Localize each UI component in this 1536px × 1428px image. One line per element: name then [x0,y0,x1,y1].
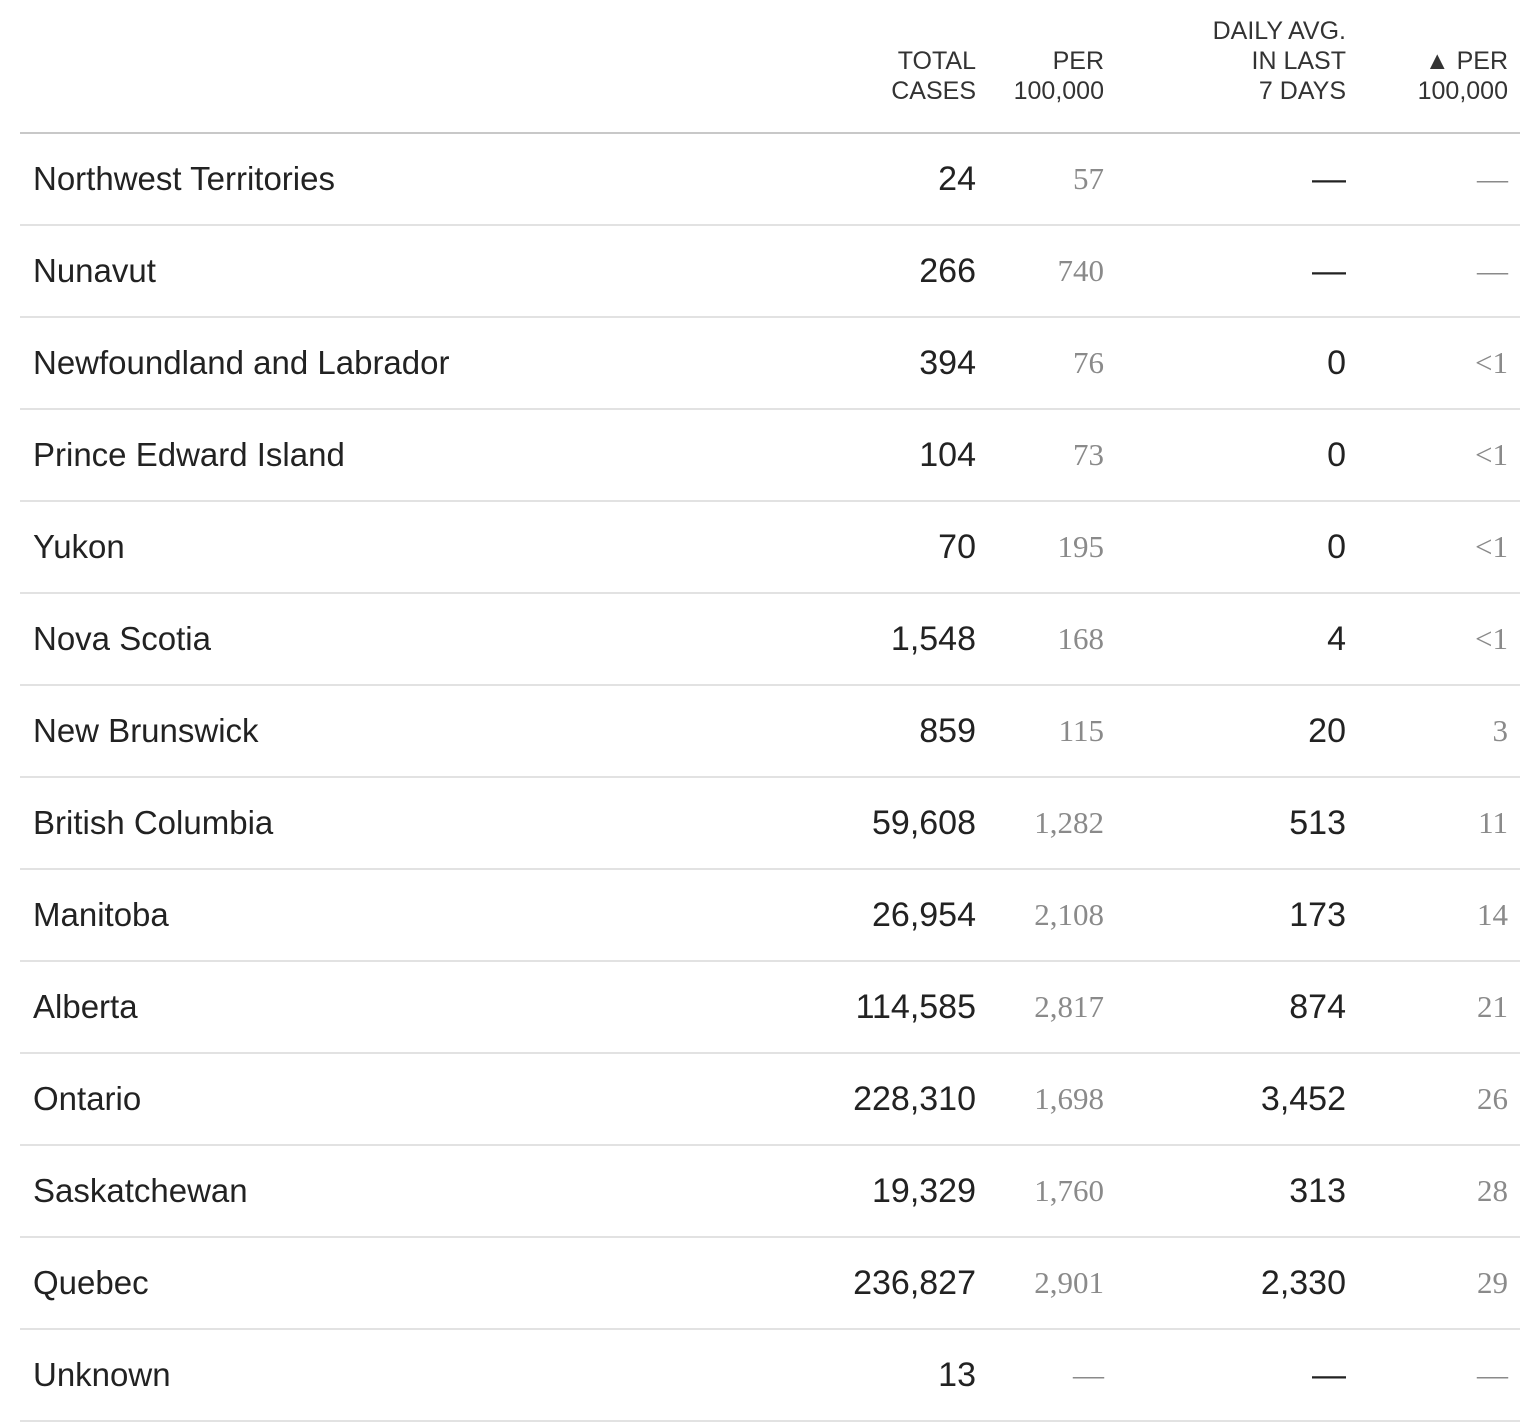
cell-per-100k: 168 [988,593,1116,685]
cell-per-100k: 73 [988,409,1116,501]
table-row [20,961,1520,1053]
table-row [20,777,1520,869]
table-row [20,1237,1520,1329]
cell-daily-per-100k: <1 [1358,409,1520,501]
cell-daily-per-100k: — [1358,225,1520,317]
header-daily-line-3: 7 DAYS [1258,77,1346,105]
table-row [20,317,1520,409]
cell-region-name: Prince Edward Island [20,409,778,501]
header-total-line-1: TOTAL [897,47,976,75]
table-row [20,1329,1520,1421]
cell-daily-avg: — [1116,133,1358,225]
cell-region-name: Unknown [20,1329,778,1421]
cell-daily-per-100k: 28 [1358,1145,1520,1237]
header-dper-line-2: 100,000 [1417,77,1508,105]
table-row [20,869,1520,961]
cell-total-cases: 26,954 [778,869,988,961]
cell-daily-per-100k: 3 [1358,685,1520,777]
table-row [20,685,1520,777]
cell-total-cases: 104 [778,409,988,501]
table-row [20,593,1520,685]
cell-daily-avg: 0 [1116,409,1358,501]
cell-per-100k: 1,282 [988,777,1116,869]
cell-daily-avg: 2,330 [1116,1237,1358,1329]
cell-per-100k: 2,901 [988,1237,1116,1329]
cell-total-cases: 114,585 [778,961,988,1053]
cell-region-name: Saskatchewan [20,1145,778,1237]
cell-daily-per-100k: <1 [1358,501,1520,593]
cases-table [20,0,1520,1422]
cell-per-100k: 740 [988,225,1116,317]
cell-total-cases: 228,310 [778,1053,988,1145]
cell-per-100k: 2,108 [988,869,1116,961]
cell-daily-per-100k: <1 [1358,317,1520,409]
header-daily-line-1: DAILY AVG. [1212,17,1346,45]
cell-daily-per-100k: 14 [1358,869,1520,961]
cell-total-cases: 70 [778,501,988,593]
cell-total-cases: 1,548 [778,593,988,685]
cell-daily-avg: 0 [1116,317,1358,409]
cell-region-name: Nova Scotia [20,593,778,685]
cell-per-100k: — [988,1329,1116,1421]
cell-total-cases: 13 [778,1329,988,1421]
cell-total-cases: 859 [778,685,988,777]
cell-region-name: New Brunswick [20,685,778,777]
cell-daily-avg: 4 [1116,593,1358,685]
header-dper-line-1: ▲ PER [1424,47,1508,75]
cell-daily-avg: 313 [1116,1145,1358,1237]
cell-daily-per-100k: — [1358,1329,1520,1421]
cell-region-name: Manitoba [20,869,778,961]
table-row [20,1145,1520,1237]
header-daily-line-2: IN LAST [1251,47,1346,75]
cell-region-name: Northwest Territories [20,133,778,225]
cell-total-cases: 266 [778,225,988,317]
header-row [20,0,1520,133]
table-row [20,133,1520,225]
cell-region-name: Alberta [20,961,778,1053]
header-per-line-2: 100,000 [1013,77,1104,105]
cell-per-100k: 2,817 [988,961,1116,1053]
cell-per-100k: 1,760 [988,1145,1116,1237]
cell-daily-per-100k: <1 [1358,593,1520,685]
cell-per-100k: 195 [988,501,1116,593]
cell-daily-avg: 173 [1116,869,1358,961]
cell-region-name: British Columbia [20,777,778,869]
cell-per-100k: 76 [988,317,1116,409]
header-per-line-1: PER [1052,47,1104,75]
header-daily-per-100k [1358,0,1520,133]
header-name [20,0,778,133]
cases-table-container [20,0,1520,1422]
cell-region-name: Ontario [20,1053,778,1145]
cell-total-cases: 19,329 [778,1145,988,1237]
header-total-cases [778,0,988,133]
table-row [20,1053,1520,1145]
cell-daily-avg: — [1116,1329,1358,1421]
cell-daily-avg: 20 [1116,685,1358,777]
header-daily-avg [1116,0,1358,133]
table-row [20,409,1520,501]
cell-daily-avg: 0 [1116,501,1358,593]
cell-region-name: Nunavut [20,225,778,317]
header-per-100k [988,0,1116,133]
cell-region-name: Quebec [20,1237,778,1329]
cell-total-cases: 59,608 [778,777,988,869]
cell-daily-avg: 3,452 [1116,1053,1358,1145]
cell-daily-per-100k: 26 [1358,1053,1520,1145]
cell-per-100k: 57 [988,133,1116,225]
table-row [20,225,1520,317]
cell-total-cases: 236,827 [778,1237,988,1329]
cell-region-name: Yukon [20,501,778,593]
header-total-line-2: CASES [891,77,976,105]
cell-daily-per-100k: 11 [1358,777,1520,869]
cell-total-cases: 394 [778,317,988,409]
cell-daily-per-100k: 21 [1358,961,1520,1053]
cell-daily-per-100k: — [1358,133,1520,225]
cell-per-100k: 115 [988,685,1116,777]
cell-daily-avg: 513 [1116,777,1358,869]
table-header [20,0,1520,133]
cell-daily-per-100k: 29 [1358,1237,1520,1329]
cell-region-name: Newfoundland and Labrador [20,317,778,409]
cell-per-100k: 1,698 [988,1053,1116,1145]
cell-daily-avg: — [1116,225,1358,317]
cell-daily-avg: 874 [1116,961,1358,1053]
cell-total-cases: 24 [778,133,988,225]
table-body [20,133,1520,1421]
table-row [20,501,1520,593]
